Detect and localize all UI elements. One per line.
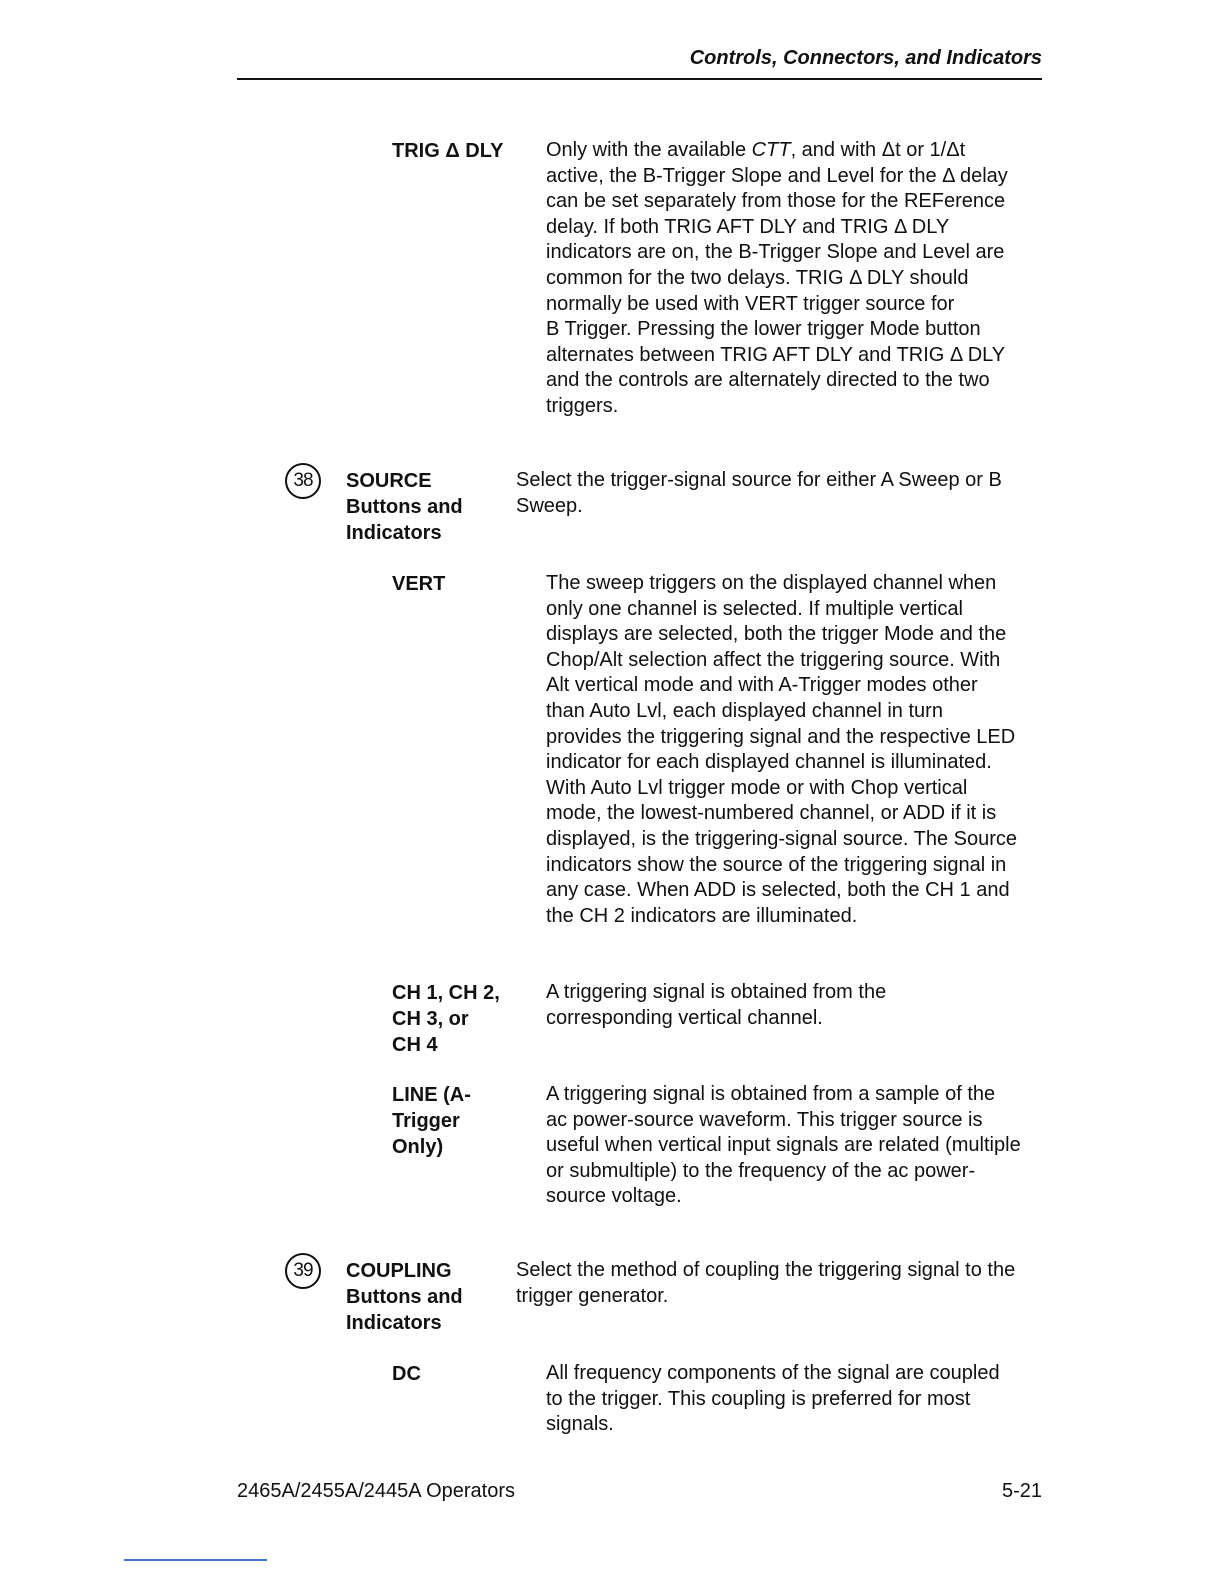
desc-coupling bbox=[516, 1258, 1046, 1309]
desc-line: source voltage. bbox=[546, 1185, 682, 1208]
desc-line: can be set separately from those for the REFerence bbox=[546, 190, 1006, 213]
desc-line: provides the triggering signal and the respective LED bbox=[546, 725, 1016, 748]
term-vert: VERT bbox=[392, 573, 446, 595]
term-line: Only) bbox=[392, 1136, 444, 1158]
desc-line: and the controls are alternately directed to the two bbox=[546, 369, 990, 392]
desc-line: A triggering signal is obtained from a sample of the bbox=[546, 1083, 996, 1105]
term-line: SOURCE bbox=[346, 470, 432, 492]
desc-line: displays are selected, both the trigger Mode and the bbox=[546, 623, 1007, 646]
desc-line: indicators show the source of the triggering signal in bbox=[546, 853, 1007, 876]
term-line: COUPLING bbox=[346, 1260, 452, 1282]
callout-38: 38 bbox=[285, 463, 321, 499]
desc-line: delay. If both TRIG AFT DLY and TRIG Δ DLY bbox=[546, 215, 950, 238]
desc-vert bbox=[546, 571, 1046, 929]
term-line: Buttons and bbox=[346, 1286, 463, 1308]
desc-dc bbox=[546, 1361, 1046, 1438]
desc-line: signals. bbox=[546, 1413, 614, 1436]
desc-source bbox=[516, 468, 1046, 519]
desc-line: useful when vertical input signals are related (multiple bbox=[546, 1134, 1021, 1157]
desc-line: displayed, is the triggering-signal source. The Source bbox=[546, 827, 1017, 850]
term-line: Buttons and bbox=[346, 496, 463, 518]
desc-line: active, the B-Trigger Slope and Level for the Δ delay bbox=[546, 164, 1008, 187]
desc-line: or submultiple) to the frequency of the ac power- bbox=[546, 1159, 976, 1182]
term-line: CH 3, or bbox=[392, 1008, 469, 1030]
term-line-source bbox=[392, 1082, 471, 1160]
desc-trig-dly bbox=[546, 138, 1046, 420]
desc-line: ac power-source waveform. This trigger source is bbox=[546, 1108, 983, 1131]
desc-line: corresponding vertical channel. bbox=[546, 1006, 823, 1029]
callout-39: 39 bbox=[285, 1253, 321, 1289]
desc-line: mode, the lowest-numbered channel, or ADD if it is bbox=[546, 802, 997, 825]
desc-line: any case. When ADD is selected, both the CH 1 and bbox=[546, 879, 1010, 902]
desc-line: the CH 2 indicators are illuminated. bbox=[546, 904, 858, 927]
page-header-title: Controls, Connectors, and Indicators bbox=[689, 47, 1042, 69]
desc-line: indicator for each displayed channel is illuminated. bbox=[546, 751, 992, 774]
desc-line: With Auto Lvl trigger mode or with Chop vertical bbox=[546, 776, 968, 799]
desc-line-source bbox=[546, 1082, 1046, 1210]
footer-manual-title: 2465A/2455A/2445A Operators bbox=[237, 1480, 515, 1502]
desc-line: All frequency components of the signal are coupled bbox=[546, 1362, 1000, 1384]
desc-ch bbox=[546, 980, 1046, 1031]
term-line: Indicators bbox=[346, 1312, 442, 1334]
term-ch bbox=[392, 980, 500, 1058]
term-dc: DC bbox=[392, 1363, 421, 1385]
term-line: CH 1, CH 2, bbox=[392, 982, 500, 1004]
term-source bbox=[346, 468, 463, 546]
desc-line: The sweep triggers on the displayed channel when bbox=[546, 572, 997, 594]
desc-line: than Auto Lvl, each displayed channel in turn bbox=[546, 699, 943, 722]
desc-line: Select the method of coupling the triggering signal to the bbox=[516, 1259, 1016, 1281]
term-coupling bbox=[346, 1258, 463, 1336]
desc-line: indicators are on, the B-Trigger Slope and Level are bbox=[546, 241, 1005, 264]
footer-page-number: 5-21 bbox=[1001, 1480, 1042, 1502]
header-rule bbox=[237, 78, 1042, 80]
term-line: LINE (A- bbox=[392, 1084, 471, 1106]
desc-line: Alt vertical mode and with A-Trigger modes other bbox=[546, 674, 978, 697]
desc-line: Select the trigger-signal source for either A Sweep or B bbox=[516, 469, 1002, 491]
desc-line: B Trigger. Pressing the lower trigger Mode button bbox=[546, 318, 981, 341]
term-line: Trigger bbox=[392, 1110, 460, 1132]
scan-artifact-line bbox=[124, 1559, 267, 1561]
desc-line: Only with the available CTT, and with Δt or 1/Δt bbox=[546, 139, 966, 161]
desc-line: to the trigger. This coupling is preferred for most bbox=[546, 1387, 971, 1410]
desc-line: normally be used with VERT trigger source for bbox=[546, 292, 955, 315]
term-line: Indicators bbox=[346, 522, 442, 544]
term-line: CH 4 bbox=[392, 1034, 438, 1056]
desc-line: trigger generator. bbox=[516, 1284, 669, 1307]
desc-line: Chop/Alt selection affect the triggering source. With bbox=[546, 648, 1001, 671]
ctt-italic: CTT bbox=[751, 139, 791, 161]
desc-line: triggers. bbox=[546, 394, 619, 417]
desc-line: alternates between TRIG AFT DLY and TRIG Δ DLY bbox=[546, 343, 1006, 366]
desc-line: Sweep. bbox=[516, 494, 583, 517]
desc-line: only one channel is selected. If multiple vertical bbox=[546, 597, 963, 620]
desc-line: A triggering signal is obtained from the bbox=[546, 981, 887, 1003]
term-trig-dly: TRIG Δ DLY bbox=[392, 140, 504, 162]
desc-line: common for the two delays. TRIG Δ DLY should bbox=[546, 266, 969, 289]
